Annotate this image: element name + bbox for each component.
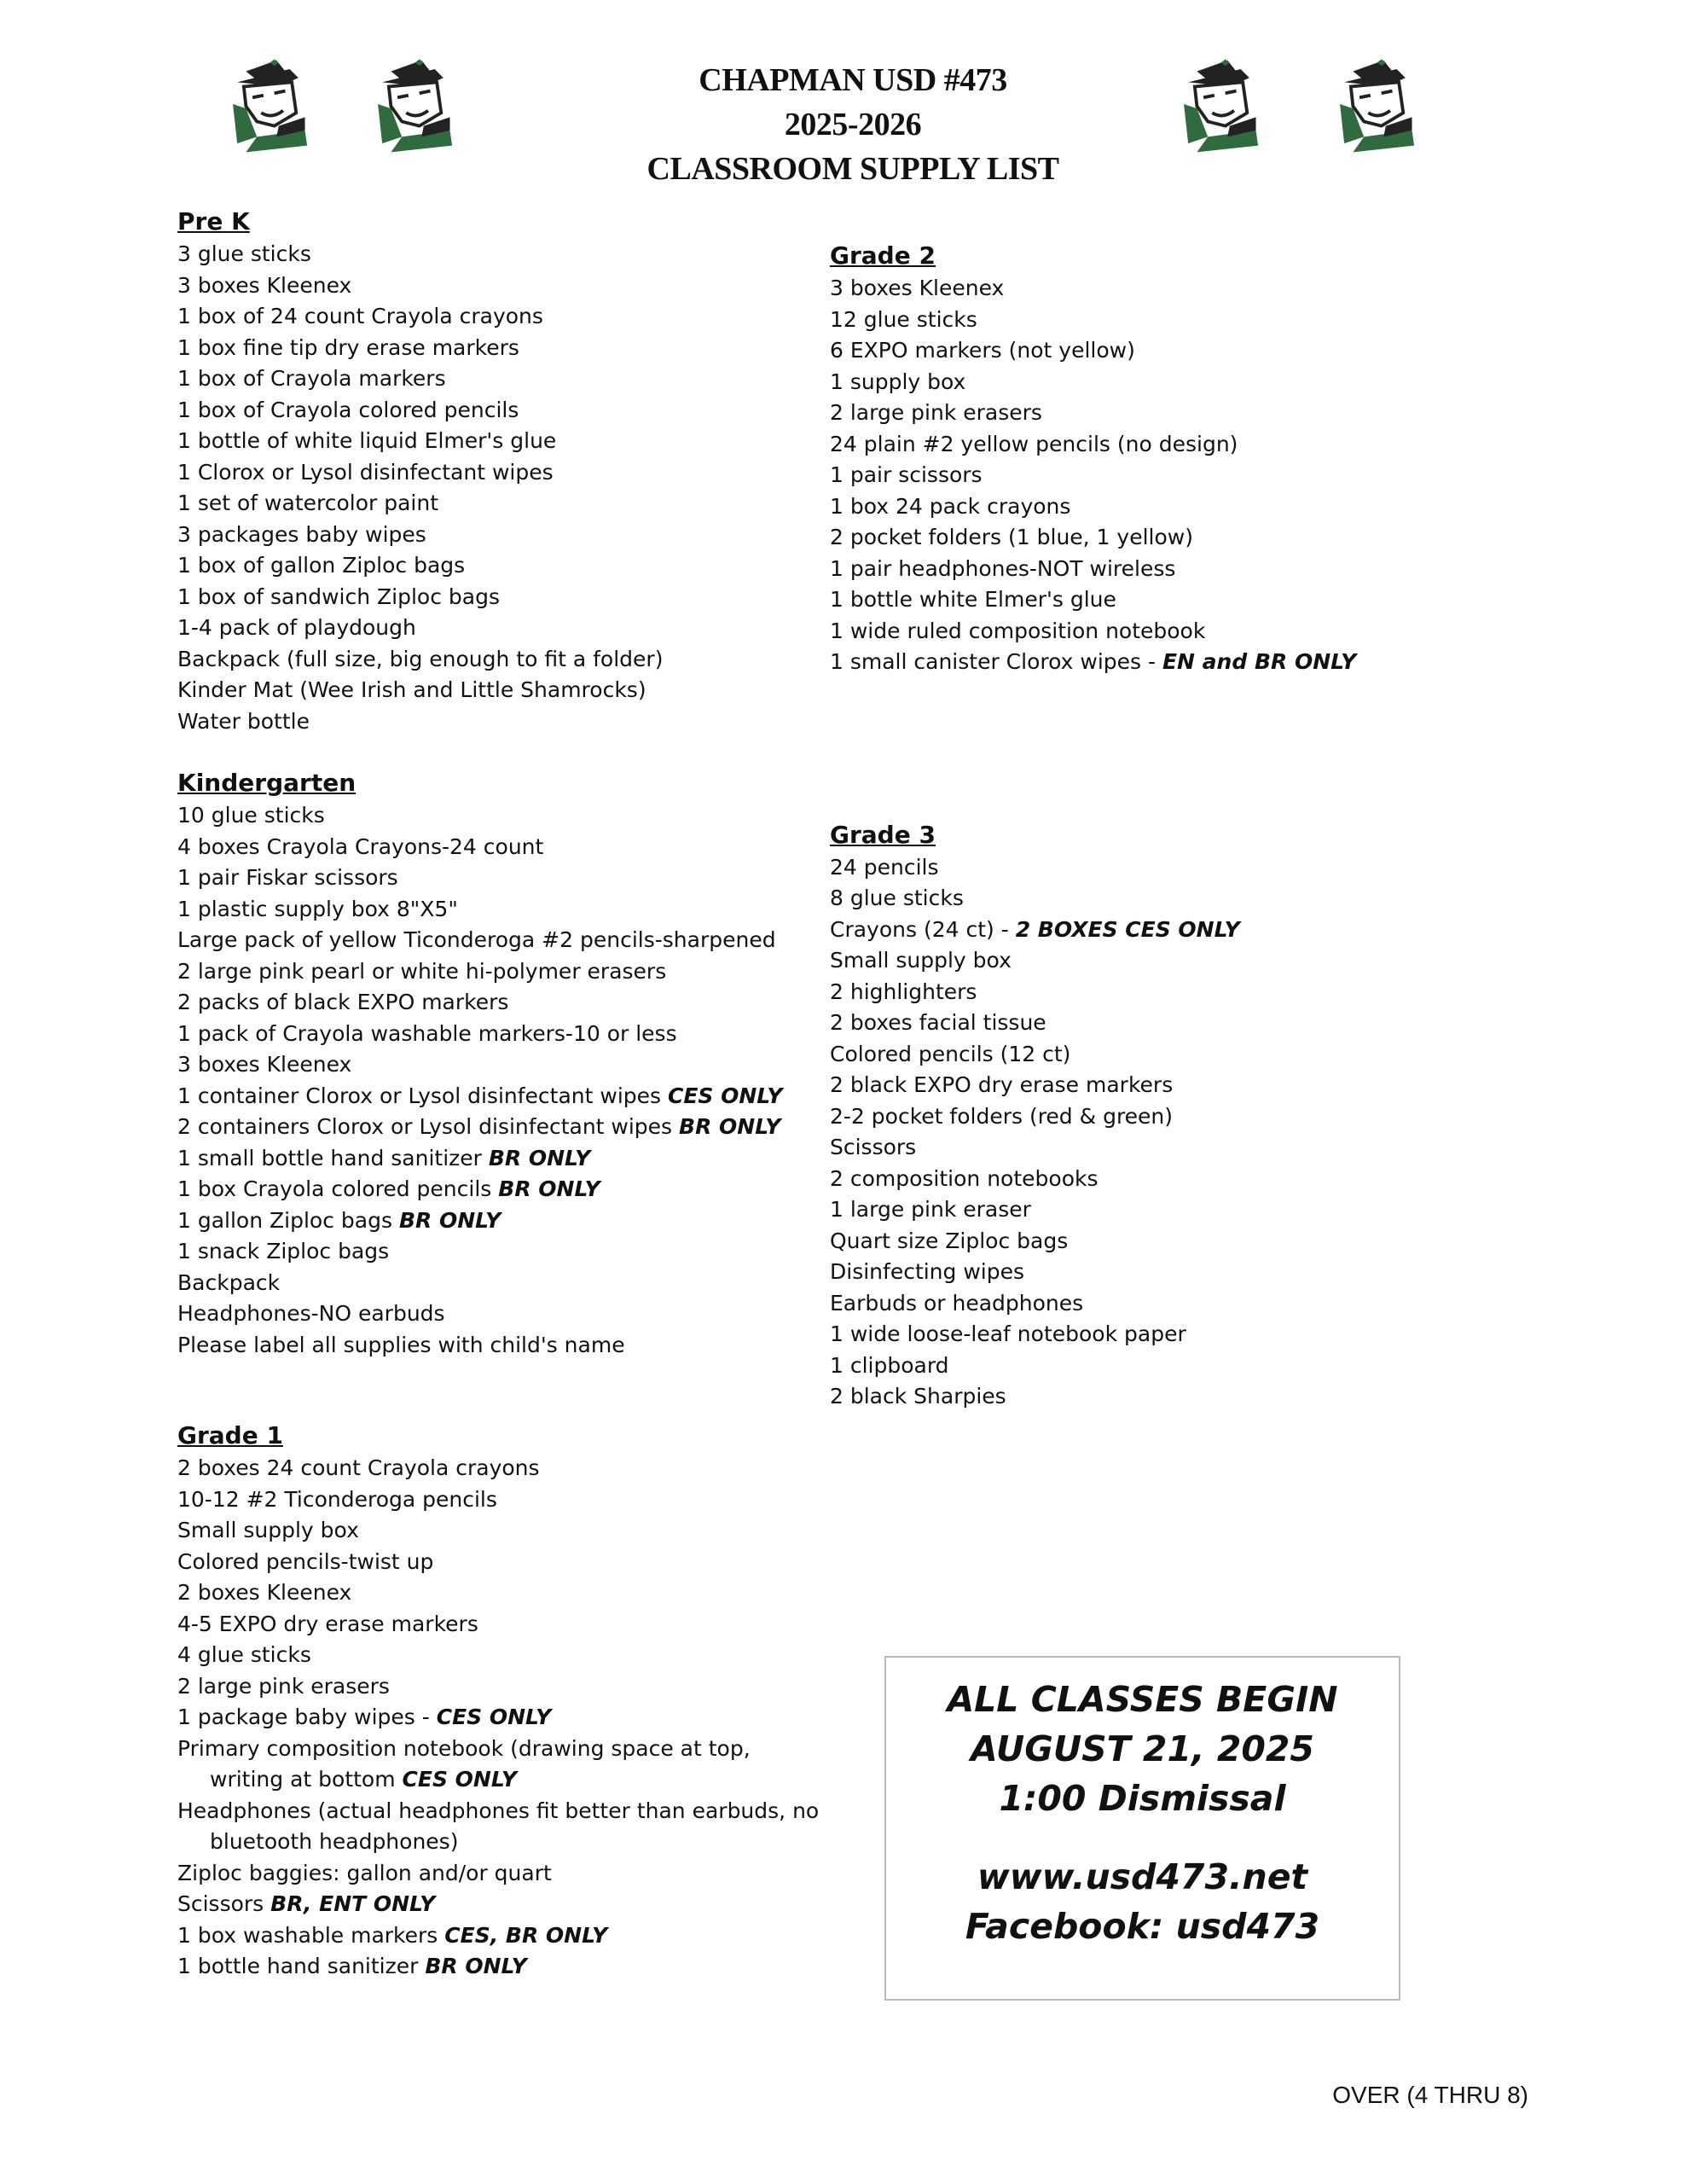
supply-item: 1 box fine tip dry erase markers (177, 334, 519, 360)
section-prek (177, 205, 826, 737)
supply-item (830, 1132, 1478, 1164)
supply-item-note: 2 BOXES CES ONLY (1015, 916, 1240, 942)
supply-item (830, 305, 1478, 336)
supply-item-text: 1 container Clorox or Lysol disinfectant wipes (177, 1083, 668, 1108)
supply-item-note: EN and BR ONLY (1162, 649, 1357, 674)
supply-item: Water bottle (177, 708, 310, 734)
supply-item-text: Scissors (177, 1891, 271, 1916)
supply-item (830, 977, 1478, 1008)
supply-item-text: Small supply box (830, 948, 1012, 973)
announcement-dismissal: 1:00 Dismissal (999, 1778, 1286, 1819)
supply-item-text: 1 wide ruled composition notebook (830, 618, 1206, 643)
supply-item-text: 3 boxes Kleenex (177, 1052, 352, 1077)
website-link[interactable]: www.usd473.net (977, 1856, 1308, 1897)
supply-item-note: CES ONLY (402, 1767, 517, 1792)
supply-item (830, 915, 1478, 946)
supply-item (830, 616, 1478, 648)
supply-item: 1 Clorox or Lysol disinfectant wipes (177, 459, 554, 485)
item-list (177, 239, 826, 737)
supply-item-text: 1 bottle hand sanitizer (177, 1954, 426, 1978)
supply-item (830, 522, 1478, 554)
supply-item-text: Disinfecting wipes (830, 1259, 1025, 1284)
supply-item-text: 1 large pink eraser (830, 1197, 1031, 1222)
supply-item-text: 2 highlighters (830, 979, 977, 1004)
supply-item (177, 1453, 826, 1484)
supply-item (177, 863, 826, 894)
supply-item-text: 1 wide loose-leaf notebook paper (830, 1321, 1186, 1346)
supply-item (830, 1070, 1478, 1101)
supply-item (830, 1319, 1478, 1350)
title-list: CLASSROOM SUPPLY LIST (646, 151, 1059, 187)
supply-item (177, 1920, 826, 1952)
supply-item (177, 1484, 826, 1516)
supply-item (177, 1577, 826, 1609)
supply-item (830, 491, 1478, 523)
supply-item-text: 2 large pink erasers (830, 400, 1042, 425)
supply-item-text: 12 glue sticks (830, 306, 977, 332)
supply-item-note: BR ONLY (679, 1114, 781, 1139)
supply-item (830, 273, 1478, 305)
supply-item (830, 584, 1478, 616)
supply-item: 1 box of sandwich Ziploc bags (177, 584, 500, 609)
mascot-logo-4 (1320, 49, 1429, 159)
supply-item (177, 1081, 826, 1112)
supply-item (830, 1008, 1478, 1039)
supply-item (830, 1194, 1478, 1226)
supply-item (177, 1889, 826, 1920)
supply-item (830, 1257, 1478, 1288)
section-grade2 (830, 239, 1478, 678)
supply-item-text: 1 small canister Clorox wipes - (830, 649, 1162, 674)
supply-item (177, 894, 826, 926)
supply-item-text: 2 large pink pearl or white hi-polymer erasers (177, 958, 667, 984)
announcement-line: ALL CLASSES BEGIN (947, 1679, 1338, 1720)
title-year: 2025-2026 (784, 107, 922, 142)
supply-item (177, 1330, 826, 1362)
supply-item (830, 1288, 1478, 1320)
facebook-link[interactable]: Facebook: usd473 (965, 1906, 1320, 1947)
supply-item (830, 883, 1478, 915)
supply-item (830, 429, 1478, 461)
supply-item: Kinder Mat (Wee Irish and Little Shamrocks) (177, 677, 646, 702)
supply-item-text: 1 pair headphones-NOT wireless (830, 555, 1176, 581)
item-list (830, 273, 1478, 678)
announcement-box (884, 1656, 1400, 2001)
supply-item (830, 398, 1478, 429)
supply-item-text: Large pack of yellow Ticonderoga #2 pencils-sharpened (177, 927, 776, 952)
supply-item (177, 1858, 826, 1890)
mascot-logo-1 (213, 49, 322, 159)
supply-item (830, 335, 1478, 367)
section-grade3 (830, 818, 1478, 1413)
supply-item (177, 1640, 826, 1671)
right-column (830, 205, 1478, 1413)
supply-item (830, 367, 1478, 398)
supply-item-text: 2 boxes Kleenex (177, 1580, 352, 1605)
supply-item (830, 1039, 1478, 1071)
supply-item-text: Headphones (actual headphones fit better than earbuds, no bluetooth headphones) (177, 1798, 820, 1854)
supply-item-text: 1 gallon Ziploc bags (177, 1207, 399, 1233)
section-heading: Grade 1 (177, 1421, 283, 1449)
supply-item-text: Earbuds or headphones (830, 1290, 1084, 1316)
item-list (177, 1453, 826, 1983)
supply-item-text: 2 packs of black EXPO markers (177, 990, 509, 1014)
supply-item: 3 packages baby wipes (177, 521, 426, 547)
supply-item-text: Crayons (24 ct) - (830, 916, 1016, 942)
supply-item-text: 24 plain #2 yellow pencils (no design) (830, 431, 1238, 456)
supply-item-text: 1 package baby wipes - (177, 1705, 437, 1729)
supply-item-text: 2 pocket folders (1 blue, 1 yellow) (830, 525, 1193, 549)
supply-item-text: 1 snack Ziploc bags (177, 1239, 390, 1263)
section-grade1 (177, 1419, 826, 1983)
supply-item-text: Ziploc baggies: gallon and/or quart (177, 1860, 552, 1885)
supply-item: 1-4 pack of playdough (177, 615, 416, 640)
supply-item-text: 2 black Sharpies (830, 1384, 1006, 1409)
supply-item-text: Small supply box (177, 1518, 359, 1542)
document-title (512, 58, 1194, 191)
supply-item (830, 1381, 1478, 1413)
supply-item (177, 800, 826, 832)
title-district: CHAPMAN USD #473 (699, 62, 1007, 98)
supply-item (177, 1298, 826, 1330)
supply-item: 3 boxes Kleenex (177, 272, 352, 298)
supply-item (177, 1174, 826, 1205)
supply-item-text: 4 glue sticks (177, 1642, 311, 1667)
supply-item-text: 1 clipboard (830, 1352, 949, 1378)
supply-item-text: 1 bottle white Elmer's glue (830, 587, 1116, 612)
supply-item: 1 set of watercolor paint (177, 491, 439, 515)
supply-item-text: Please label all supplies with child's name (177, 1332, 625, 1357)
supply-item-text: 3 boxes Kleenex (830, 276, 1005, 300)
supply-item (177, 1515, 826, 1547)
supply-item (830, 554, 1478, 585)
supply-item-text: 2 black EXPO dry erase markers (830, 1072, 1174, 1097)
supply-item (177, 832, 826, 863)
supply-item-note: CES, BR ONLY (444, 1922, 608, 1948)
supply-item-text: 1 box Crayola colored pencils (177, 1176, 499, 1201)
supply-item-text: 24 pencils (830, 854, 939, 880)
supply-item (177, 1671, 826, 1703)
supply-item: 1 box of 24 count Crayola crayons (177, 304, 543, 328)
supply-item-text: 8 glue sticks (830, 886, 964, 910)
supply-item (830, 1226, 1478, 1258)
supply-item-text: 4-5 EXPO dry erase markers (177, 1611, 478, 1636)
supply-item-text: 4 boxes Crayola Crayons-24 count (177, 834, 544, 859)
supply-item (177, 1951, 826, 1983)
section-heading: Grade 2 (830, 241, 936, 270)
supply-item-text: 2 containers Clorox or Lysol disinfectant wipes (177, 1114, 680, 1139)
supply-item-text: 1 pair Fiskar scissors (177, 865, 398, 890)
supply-item-text: Headphones-NO earbuds (177, 1301, 445, 1326)
supply-item-text: Primary composition notebook (drawing space at top, writing at bottom (177, 1735, 751, 1792)
mascot-logo-2 (358, 49, 467, 159)
supply-item: 1 box of Crayola colored pencils (177, 397, 519, 422)
supply-item-text: 1 supply box (830, 369, 966, 394)
supply-item (177, 1734, 826, 1796)
supply-item (177, 1236, 826, 1268)
item-list (177, 800, 826, 1361)
supply-item (177, 1702, 826, 1734)
section-heading: Kindergarten (177, 769, 357, 797)
supply-item-note: CES ONLY (436, 1705, 552, 1729)
supply-item (177, 987, 826, 1019)
supply-item (830, 1101, 1478, 1133)
supply-item (830, 460, 1478, 491)
supply-item-text: 1 pair scissors (830, 462, 983, 487)
supply-item-text: 1 small bottle hand sanitizer (177, 1145, 489, 1170)
supply-item: 3 glue sticks (177, 241, 311, 266)
supply-item-text: 2 composition notebooks (830, 1165, 1099, 1191)
item-list (830, 852, 1478, 1413)
supply-item (830, 852, 1478, 884)
supply-item-note: BR ONLY (398, 1207, 501, 1233)
supply-item-note: BR ONLY (498, 1176, 600, 1201)
supply-item-text: 1 pack of Crayola washable markers-10 or less (177, 1020, 677, 1046)
supply-item-text: 6 EXPO markers (not yellow) (830, 338, 1135, 363)
left-column (177, 205, 826, 1983)
supply-item-text: Backpack (177, 1269, 281, 1295)
supply-item-text: 1 box washable markers (177, 1922, 445, 1948)
section-heading: Pre K (177, 207, 250, 235)
supply-item-note: CES ONLY (668, 1083, 783, 1108)
supply-item: 1 bottle of white liquid Elmer's glue (177, 428, 557, 453)
section-kindergarten (177, 766, 826, 1361)
supply-item (177, 1796, 826, 1858)
supply-item-note: BR ONLY (488, 1145, 591, 1170)
supply-item (830, 945, 1478, 977)
supply-item-text: 1 plastic supply box 8"X5" (177, 896, 458, 921)
supply-item-text: 2 boxes 24 count Crayola crayons (177, 1455, 540, 1480)
supply-item-note: BR ONLY (425, 1954, 527, 1978)
supply-item (177, 956, 826, 988)
supply-item (177, 1205, 826, 1237)
supply-item-text: 1 box 24 pack crayons (830, 493, 1071, 519)
announcement-date: AUGUST 21, 2025 (971, 1728, 1314, 1769)
supply-item (177, 1547, 826, 1578)
supply-item (177, 1112, 826, 1143)
supply-item (830, 1164, 1478, 1195)
supply-item (830, 1350, 1478, 1382)
over-note: OVER (4 THRU 8) (1332, 2082, 1528, 2108)
supply-item-text: Colored pencils (12 ct) (830, 1041, 1071, 1066)
supply-item: Backpack (full size, big enough to fit a folder) (177, 646, 664, 671)
supply-item-text: 2-2 pocket folders (red & green) (830, 1103, 1174, 1129)
supply-item (177, 1049, 826, 1081)
supply-item: 1 box of gallon Ziploc bags (177, 553, 466, 578)
supply-item-text: 10-12 #2 Ticonderoga pencils (177, 1486, 497, 1512)
supply-item (177, 1143, 826, 1175)
supply-item: 1 box of Crayola markers (177, 366, 446, 391)
supply-item-text: Colored pencils-twist up (177, 1548, 434, 1574)
supply-item (177, 1609, 826, 1641)
supply-item (177, 1268, 826, 1299)
section-heading: Grade 3 (830, 820, 936, 849)
supply-item-text: 2 large pink erasers (177, 1673, 390, 1699)
supply-item-text: Quart size Ziploc bags (830, 1228, 1069, 1253)
supply-item-text: 10 glue sticks (177, 803, 325, 828)
supply-item (177, 1019, 826, 1050)
supply-item-note: BR, ENT ONLY (270, 1891, 436, 1916)
supply-item (177, 925, 826, 956)
supply-item-text: 2 boxes facial tissue (830, 1010, 1046, 1035)
supply-item-text: Scissors (830, 1135, 917, 1159)
supply-item (830, 647, 1478, 678)
